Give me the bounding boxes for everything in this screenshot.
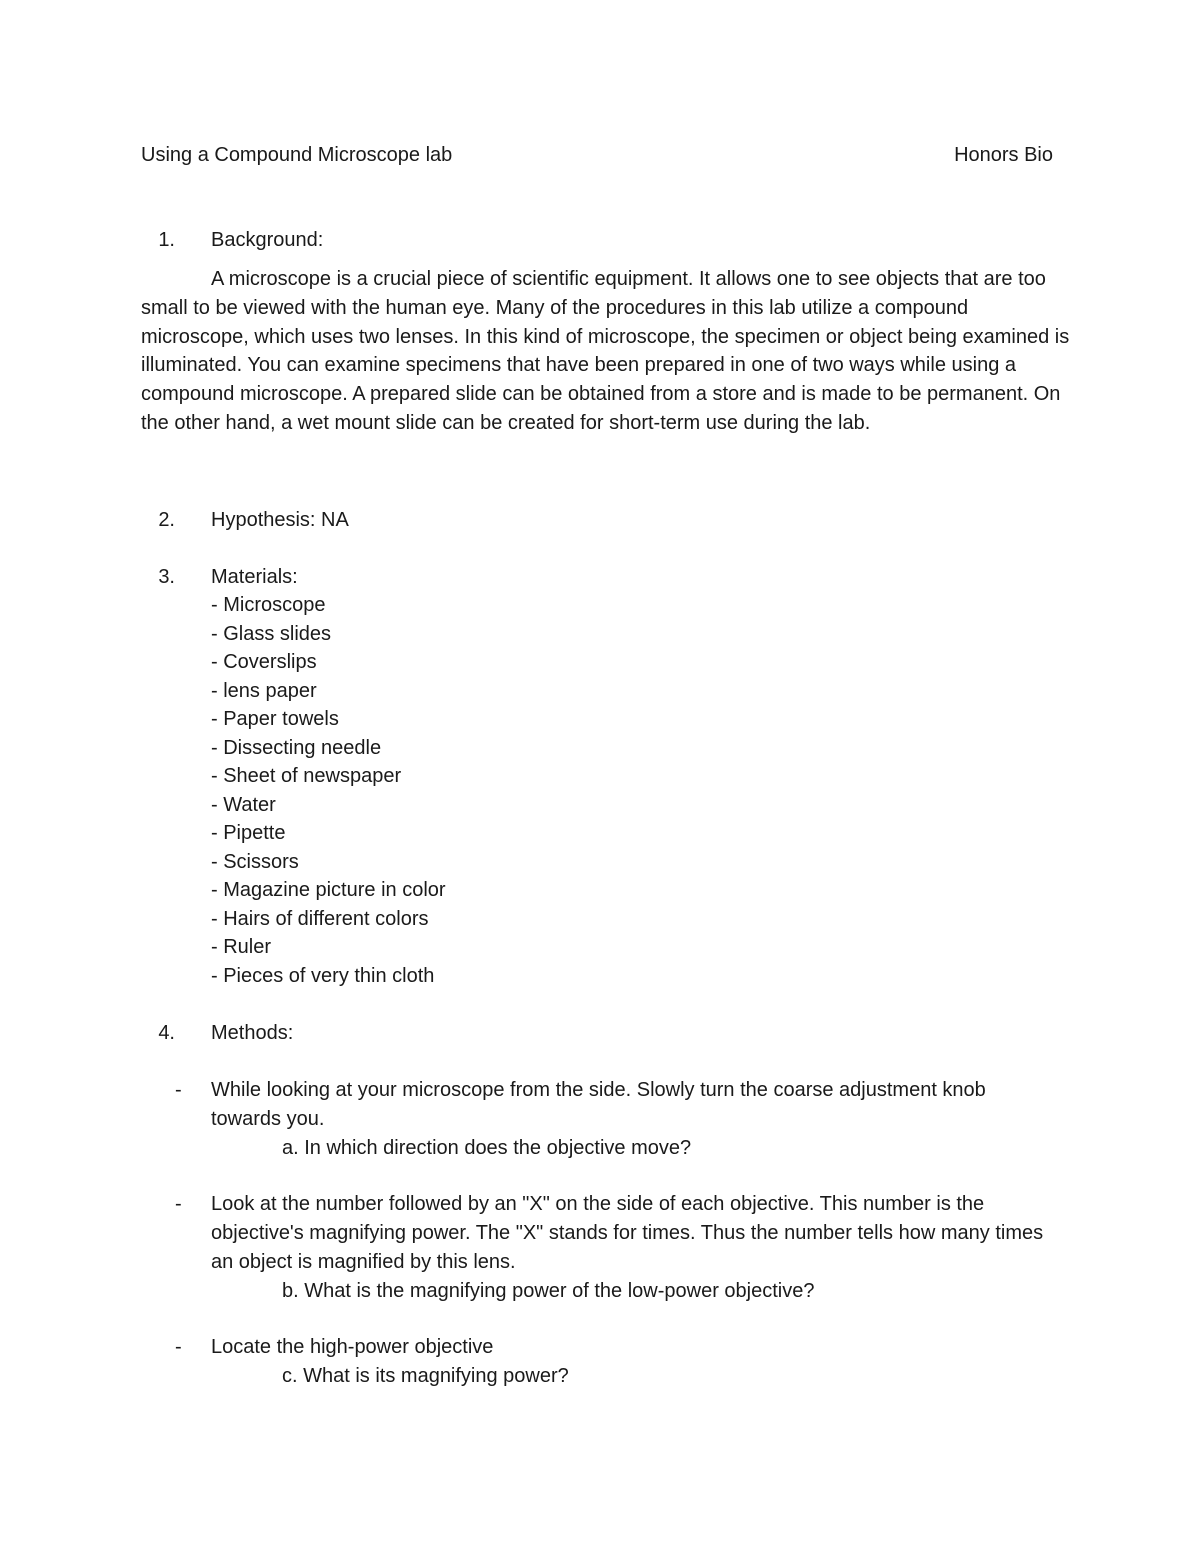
- material-item: - Pipette: [211, 822, 286, 844]
- material-item: - Sheet of newspaper: [211, 765, 402, 787]
- bullet-dash: -: [175, 1336, 182, 1358]
- section-materials-heading: [141, 563, 298, 591]
- bullet-dash: -: [175, 1079, 182, 1101]
- section-methods-heading: [141, 1019, 293, 1047]
- material-item: - Ruler: [211, 936, 272, 958]
- method-step-text: While looking at your microscope from the side. Slowly turn the coarse adjustment knob towards you.: [211, 1079, 986, 1130]
- method-step-text: Locate the high-power objective: [211, 1336, 494, 1358]
- material-item: - Microscope: [211, 594, 326, 616]
- material-item: - Paper towels: [211, 708, 339, 730]
- section-heading-text: Methods:: [211, 1022, 294, 1044]
- section-number: 2.: [158, 509, 175, 531]
- material-item: - Pieces of very thin cloth: [211, 964, 435, 987]
- method-question: a. In which direction does the objective move?: [282, 1137, 692, 1159]
- material-item: - lens paper: [211, 679, 317, 702]
- method-step: [141, 1333, 1061, 1391]
- bullet-dash: -: [175, 1193, 182, 1215]
- section-heading-text: Hypothesis: NA: [211, 509, 349, 531]
- section-background-heading: [141, 226, 323, 254]
- material-item: - Water: [211, 793, 276, 816]
- method-step-text: Look at the number followed by an "X" on the side of each objective. This number is the objective's magnifying power. The "X" stands for times. Thus the number tells how many times an object is magnified by this lens.: [211, 1193, 1044, 1273]
- section-number: 4.: [158, 1022, 175, 1044]
- section-heading-text: Background:: [211, 229, 324, 251]
- material-item: - Coverslips: [211, 651, 317, 673]
- section-number: 1.: [158, 229, 175, 251]
- material-item: - Magazine picture in color: [211, 879, 446, 901]
- section-heading-text: Materials:: [211, 566, 298, 588]
- material-item: - Hairs of different colors: [211, 907, 429, 930]
- method-step: [141, 1076, 1061, 1163]
- material-item: - Glass slides: [211, 622, 332, 645]
- course-name: Honors Bio: [954, 144, 1053, 166]
- method-step: [141, 1190, 1061, 1306]
- section-number: 3.: [158, 566, 175, 588]
- material-item: - Dissecting needle: [211, 736, 382, 759]
- material-item: - Scissors: [211, 850, 299, 873]
- document-title: Using a Compound Microscope lab: [141, 144, 453, 166]
- section-hypothesis-heading: [141, 506, 349, 534]
- method-question: b. What is the magnifying power of the low-power objective?: [282, 1280, 815, 1302]
- materials-list: [211, 591, 446, 990]
- method-question: c. What is its magnifying power?: [282, 1365, 569, 1387]
- background-paragraph: A microscope is a crucial piece of scientific equipment. It allows one to see objects that are too small to be viewed with the human eye. Many of the procedures in this lab utilize a compound microscope, which uses two lenses. In this kind of microscope, the specimen or object being examined is illuminated. You can examine specimens that have been prepared in one of two ways while using a compound microscope. A prepared slide can be obtained from a store and is made to be permanent. On the other hand, a wet mount slide can be created for short-term use during the lab.: [141, 268, 1070, 434]
